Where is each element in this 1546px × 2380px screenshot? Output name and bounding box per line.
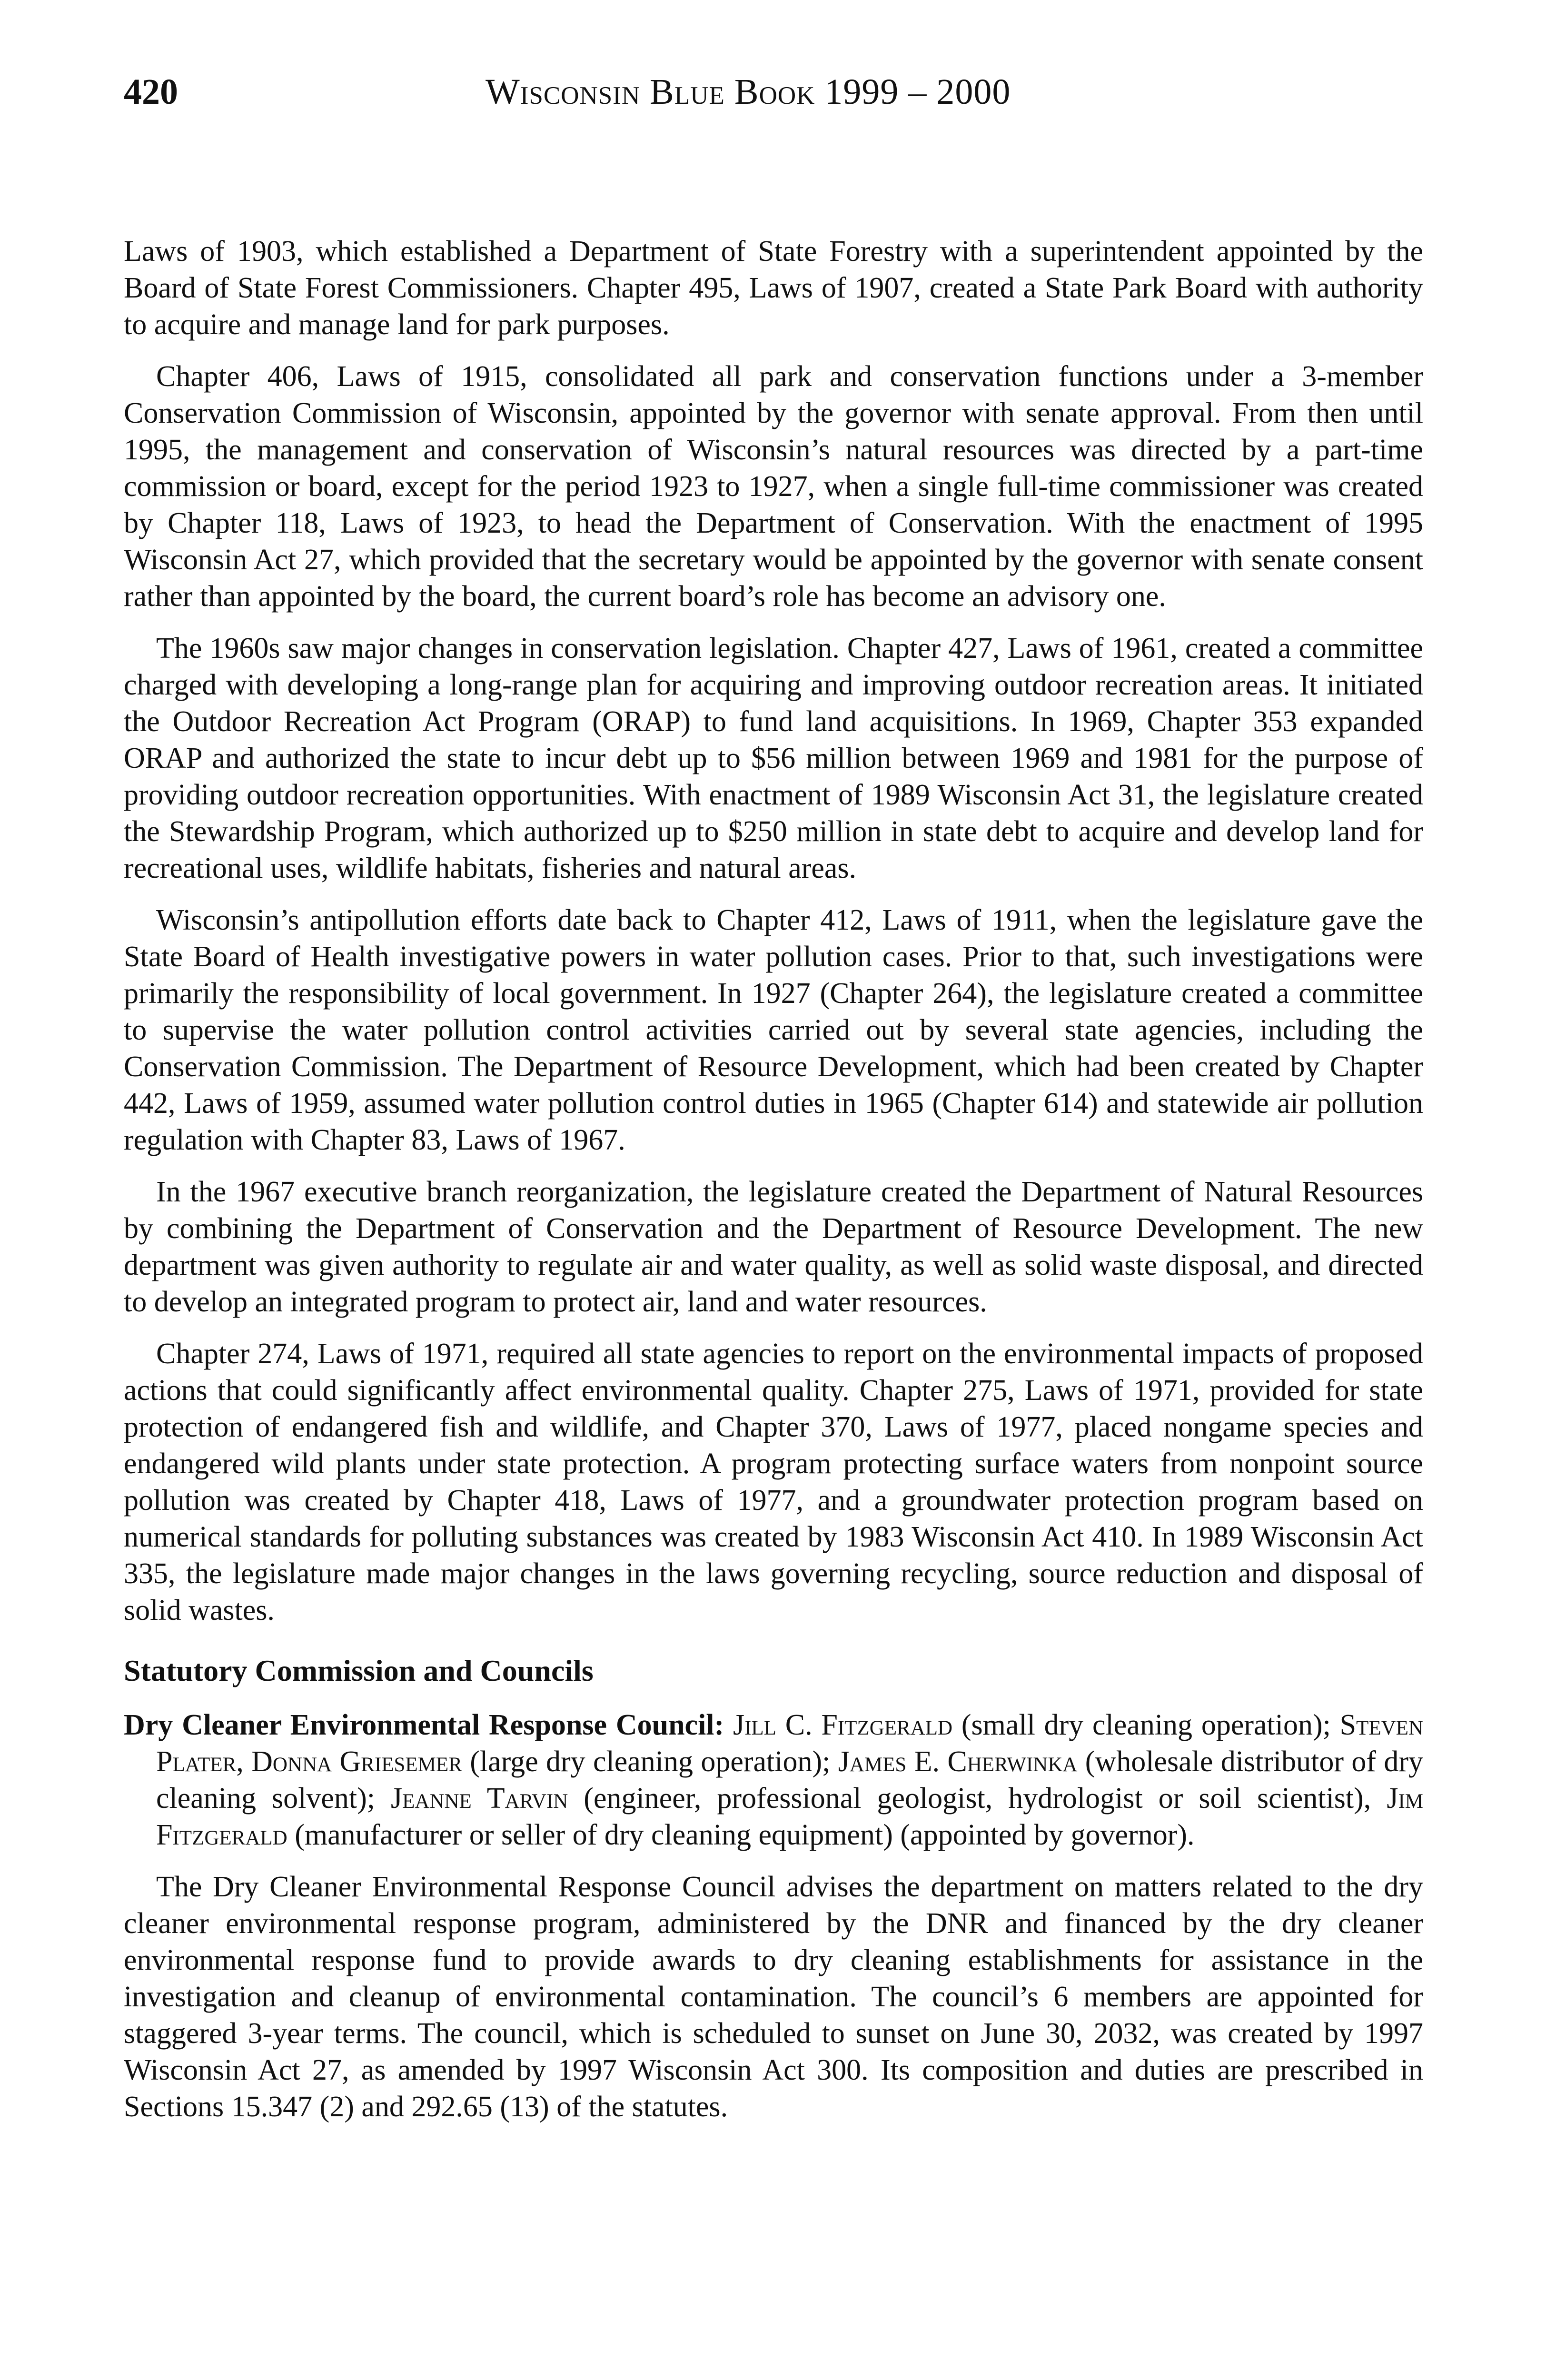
paragraph: The 1960s saw major changes in conservation legislation. Chapter 427, Laws of 1961, created a committee charged with developing a long-range plan for acquiring and improving outdoor recreation areas. It initiated the Outdoor Recreation Act Program (ORAP) to fund land acquisitions. In 1969, Chapter 353 expanded ORAP and authorized the state to incur debt up to $56 million between 1969 and 1981 for the purpose of providing outdoor recreation opportunities. With enactment of 1989 Wisconsin Act 31, the legislature created the Stewardship Program, which authorized up to $250 million in state debt to acquire and develop land for recreational uses, wildlife habitats, fisheries and natural areas. (124, 632, 1423, 884)
member-name: Donna Griesemer (251, 1745, 462, 1778)
member-role: (manufacturer or seller of dry cleaning equipment) (appointed by governor). (287, 1819, 1195, 1851)
council-description: The Dry Cleaner Environmental Response Council advises the department on matters related to the dry cleaner environmental response program, administered by the DNR and financed by the dry cleaner environmental response fund to provide awards to dry cleaning establishments for assistance in the investigation and cleanup of environmental contamination. The council’s 6 members are appointed for staggered 3-year terms. The council, which is scheduled to sunset on June 30, 2032, was created by 1997 Wisconsin Act 27, as amended by 1997 Wisconsin Act 300. Its composition and duties are prescribed in Sections 15.347 (2) and 292.65 (13) of the statutes. (124, 1871, 1423, 2123)
council-name: Dry Cleaner Environmental Response Council: (124, 1709, 724, 1741)
paragraph: Laws of 1903, which established a Department of State Forestry with a superintendent appointed by the Board of State Forest Commissioners. Chapter 495, Laws of 1907, created a State Park Board with authority to acquire and manage land for park purposes. (124, 235, 1423, 341)
page-header (124, 71, 1422, 124)
running-title: Wisconsin Blue Book 1999 – 2000 (486, 72, 1011, 112)
member-name: Jill C. Fitzgerald (733, 1709, 953, 1741)
separator: , (236, 1745, 252, 1778)
member-name: James E. Cherwinka (838, 1745, 1078, 1778)
member-role: (engineer, professional geologist, hydrologist or soil scientist), (568, 1782, 1387, 1815)
body-text (124, 233, 1423, 2141)
paragraph: In the 1967 executive branch reorganization, the legislature created the Department of Natural Resources by combining the Department of Conservation and the Department of Resource Development. The new department was given authority to regulate air and water quality, as well as solid waste disposal, and directed to develop an integrated program to protect air, land and water resources. (124, 1176, 1423, 1318)
section-heading: Statutory Commission and Councils (124, 1654, 594, 1687)
council-entry (124, 1707, 1423, 1854)
page-number: 420 (124, 72, 178, 112)
member-name: Steven Plater (156, 1709, 1423, 1778)
member-name: Jim Fitzgerald (156, 1782, 1423, 1851)
member-role: (large dry cleaning operation); (462, 1745, 838, 1778)
member-role: (small dry cleaning operation); (952, 1709, 1340, 1741)
member-name: Jeanne Tarvin (391, 1782, 568, 1815)
member-role: (wholesale distributor of dry cleaning solvent); (156, 1745, 1424, 1815)
paragraph: Wisconsin’s antipollution efforts date back to Chapter 412, Laws of 1911, when the legislature gave the State Board of Health investigative powers in water pollution cases. Prior to that, such investigations were primarily the responsibility of local government. In 1927 (Chapter 264), the legislature created a committee to supervise the water pollution control activities carried out by several state agencies, including the Conservation Commission. The Department of Resource Development, which had been created by Chapter 442, Laws of 1959, assumed water pollution control duties in 1965 (Chapter 614) and statewide air pollution regulation with Chapter 83, Laws of 1967. (124, 904, 1423, 1156)
paragraph: Chapter 274, Laws of 1971, required all state agencies to report on the environmental impacts of proposed actions that could significantly affect environmental quality. Chapter 275, Laws of 1971, provided for state protection of endangered fish and wildlife, and Chapter 370, Laws of 1977, placed nongame species and endangered wild plants under state protection. A program protecting surface waters from nonpoint source pollution was created by Chapter 418, Laws of 1977, and a groundwater protection program based on numerical standards for polluting substances was created by 1983 Wisconsin Act 410. In 1989 Wisconsin Act 335, the legislature made major changes in the laws governing recycling, source reduction and disposal of solid wastes. (124, 1338, 1423, 1626)
paragraph: Chapter 406, Laws of 1915, consolidated all park and conservation functions under a 3-member Conservation Commission of Wisconsin, appointed by the governor with senate approval. From then until 1995, the management and conservation of Wisconsin’s natural resources was directed by a part-time commission or board, except for the period 1923 to 1927, when a single full-time commissioner was created by Chapter 118, Laws of 1923, to head the Department of Conservation. With the enactment of 1995 Wisconsin Act 27, which provided that the secretary would be appointed by the governor with senate consent rather than appointed by the board, the current board’s role has become an advisory one. (124, 360, 1423, 613)
